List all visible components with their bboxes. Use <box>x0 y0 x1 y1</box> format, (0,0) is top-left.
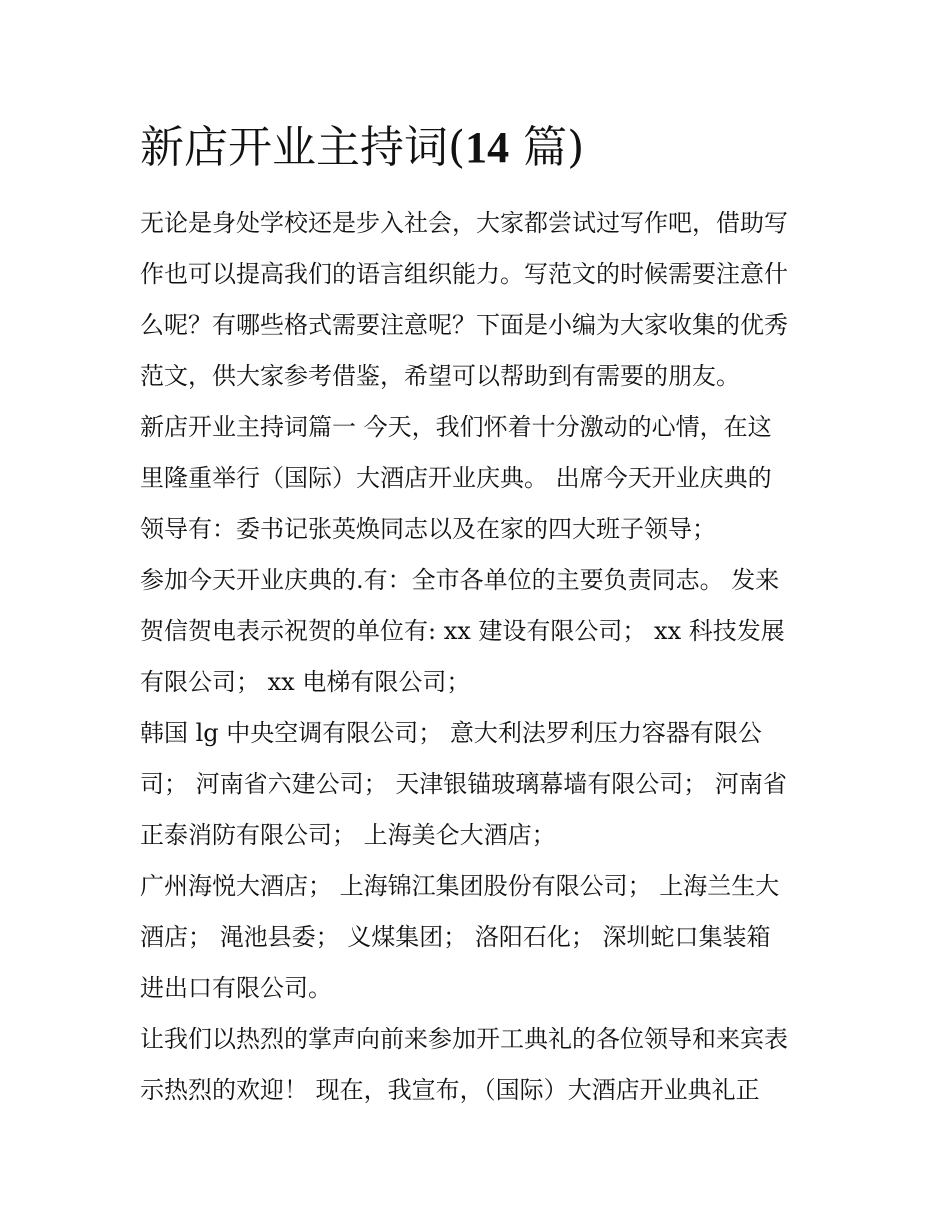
title-spacer <box>509 122 523 173</box>
paragraph-line: 贺信贺电表示祝贺的单位有: xx 建设有限公司； xx 科技发展 <box>140 617 785 645</box>
paragraph-line: 领导有：委书记张英焕同志以及在家的四大班子领导； <box>140 515 716 543</box>
title-main: 新店开业主持词( <box>140 122 466 173</box>
paragraph-line: 新店开业主持词篇一 今天，我们怀着十分激动的心情，在这 <box>140 413 772 441</box>
paragraph-line: 正泰消防有限公司； 上海美仑大酒店； <box>140 821 556 849</box>
title-number: 14 <box>465 123 510 172</box>
paragraph-line: 无论是身处学校还是步入社会，大家都尝试过写作吧，借助写 <box>140 209 788 237</box>
paragraph-line: 作也可以提高我们的语言组织能力。写范文的时候需要注意什 <box>140 260 788 288</box>
paragraph-line: 范文，供大家参考借鉴，希望可以帮助到有需要的朋友。 <box>140 362 740 390</box>
paragraph-line: 司； 河南省六建公司； 天津银锚玻璃幕墙有限公司； 河南省 <box>140 770 787 798</box>
paragraph-line: 让我们以热烈的掌声向前来参加开工典礼的各位领导和来宾表 <box>140 1025 788 1053</box>
paragraph-line: 参加今天开业庆典的.有：全市各单位的主要负责同志。 发来 <box>140 566 780 594</box>
paragraph-line: 里隆重举行（国际）大酒店开业庆典。 出席今天开业庆典的 <box>140 464 772 492</box>
paragraph-line: 酒店； 渑池县委； 义煤集团； 洛阳石化； 深圳蛇口集装箱 <box>140 923 771 951</box>
paragraph-line: 有限公司； xx 电梯有限公司； <box>140 668 471 696</box>
paragraph-line: 么呢？有哪些格式需要注意呢？下面是小编为大家收集的优秀 <box>140 311 788 339</box>
paragraph-line: 广州海悦大酒店； 上海锦江集团股份有限公司； 上海兰生大 <box>140 872 780 900</box>
paragraph-line: 示热烈的欢迎！ 现在，我宣布，（国际）大酒店开业典礼正 <box>140 1076 760 1104</box>
paragraph-line: 韩国 lg 中央空调有限公司； 意大利法罗利压力容器有限公 <box>140 719 762 747</box>
document-title <box>140 120 840 176</box>
title-suffix: 篇) <box>523 122 585 173</box>
document-body <box>140 198 820 1116</box>
paragraph-line: 进出口有限公司。 <box>140 974 332 1002</box>
